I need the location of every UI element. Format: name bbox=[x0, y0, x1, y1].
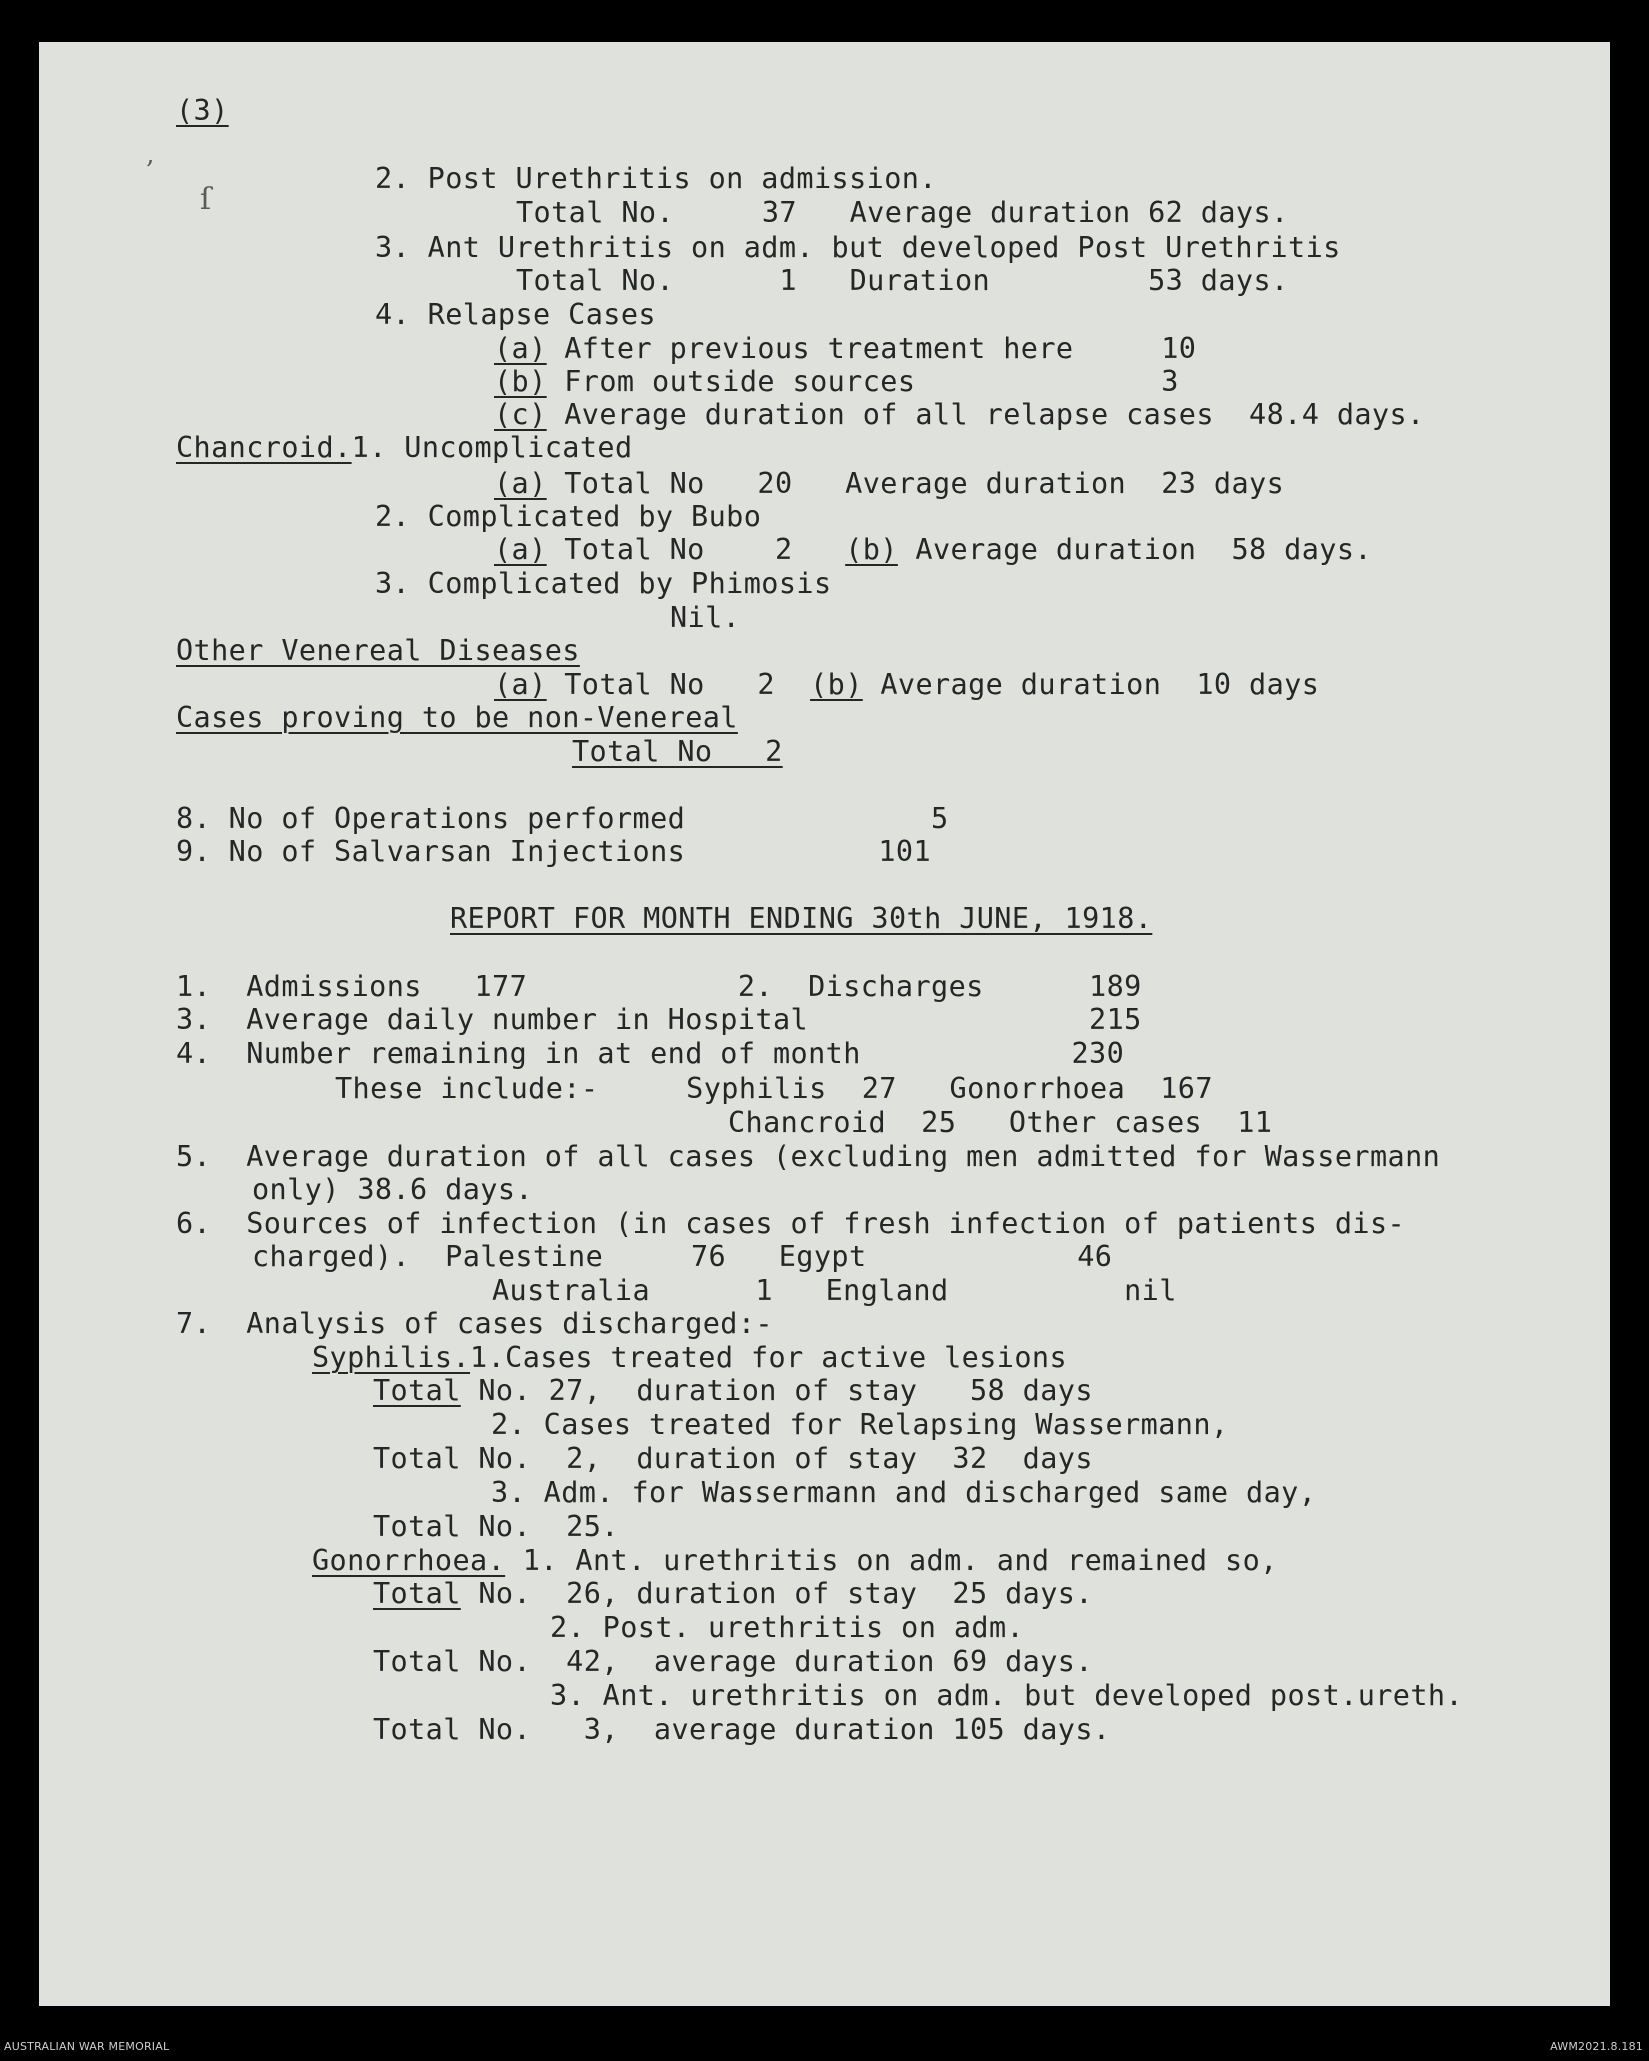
syphilis-2-total: Total No. 2, duration of stay 32 days bbox=[373, 1442, 1093, 1475]
syphilis-item-2: 2. Cases treated for Relapsing Wassermann, bbox=[491, 1408, 1229, 1441]
june-includes-1: These include:- Syphilis 27 Gonorrhoea 167 bbox=[335, 1072, 1213, 1105]
chancroid-item-3: 3. Complicated by Phimosis bbox=[375, 567, 832, 600]
ink-mark: ‚ bbox=[146, 140, 155, 170]
footer-institution: AUSTRALIAN WAR MEMORIAL bbox=[4, 2040, 170, 2053]
other-b-text: Average duration 10 days bbox=[862, 668, 1320, 701]
june-admissions-discharges: 1. Admissions 177 2. Discharges 189 bbox=[176, 970, 1142, 1003]
syphilis-item-1: 1.Cases treated for active lesions bbox=[470, 1341, 1068, 1374]
gonorrhoea-heading: Gonorrhoea. bbox=[312, 1544, 506, 1577]
non-venereal-heading: Cases proving to be non-Venereal bbox=[176, 701, 738, 734]
gonorrhoea-1-total bbox=[373, 1577, 1093, 1610]
june-includes-2: Chancroid 25 Other cases 11 bbox=[728, 1106, 1273, 1139]
june-remaining: 4. Number remaining in at end of month 230 bbox=[176, 1037, 1125, 1070]
relapse-c bbox=[494, 398, 1425, 431]
chancroid-2a-text: Total No 2 bbox=[546, 533, 846, 566]
operations-performed: 8. No of Operations performed 5 bbox=[176, 802, 949, 835]
june-average-duration-cont: only) 38.6 days. bbox=[252, 1173, 533, 1206]
other-venereal-heading: Other Venereal Diseases bbox=[176, 634, 580, 667]
june-analysis: 7. Analysis of cases discharged:- bbox=[176, 1307, 773, 1340]
page-number: (3) bbox=[176, 94, 229, 127]
june-report-title: REPORT FOR MONTH ENDING 30th JUNE, 1918. bbox=[450, 902, 1153, 935]
salvarsan-injections: 9. No of Salvarsan Injections 101 bbox=[176, 835, 932, 868]
item-2-total: Total No. 37 Average duration 62 days. bbox=[516, 196, 1289, 229]
chancroid-2a bbox=[494, 533, 1372, 566]
chancroid-3-nil: Nil. bbox=[670, 601, 741, 634]
relapse-a bbox=[494, 332, 1197, 365]
chancroid-1a bbox=[494, 467, 1285, 500]
june-sources-cont: charged). Palestine 76 Egypt 46 bbox=[252, 1240, 1113, 1273]
item-3-total: Total No. 1 Duration 53 days. bbox=[516, 264, 1289, 297]
gonorrhoea-item-2: 2. Post. urethritis on adm. bbox=[550, 1611, 1025, 1644]
june-sources: 6. Sources of infection (in cases of fresh infection of patients dis- bbox=[176, 1207, 1406, 1240]
chancroid-2b-text: Average duration 58 days. bbox=[897, 533, 1372, 566]
syphilis-3-total: Total No. 25. bbox=[373, 1510, 619, 1543]
gonorrhoea-1-total-text: No. 26, duration of stay 25 days. bbox=[460, 1577, 1093, 1610]
gonorrhoea-line bbox=[312, 1544, 1278, 1577]
other-a-label: (a) bbox=[494, 668, 547, 701]
other-b-label: (b) bbox=[810, 668, 863, 701]
gonorrhoea-2-total: Total No. 42, average duration 69 days. bbox=[373, 1645, 1093, 1678]
relapse-b-text: From outside sources 3 bbox=[546, 365, 1179, 398]
gonorrhoea-item-3: 3. Ant. urethritis on adm. but developed post.ureth. bbox=[550, 1679, 1464, 1712]
relapse-a-label: (a) bbox=[494, 332, 547, 365]
chancroid-1a-label: (a) bbox=[494, 467, 547, 500]
other-a-text: Total No 2 bbox=[546, 668, 811, 701]
chancroid-2b-label: (b) bbox=[845, 533, 898, 566]
gonorrhoea-item-1: 1. Ant. urethritis on adm. and remained so, bbox=[505, 1544, 1278, 1577]
syphilis-item-3: 3. Adm. for Wassermann and discharged same day, bbox=[491, 1476, 1317, 1509]
chancroid-item-1: 1. Uncomplicated bbox=[351, 431, 633, 464]
gonorrhoea-1-total-label: Total bbox=[373, 1577, 461, 1610]
item-4-relapse-cases: 4. Relapse Cases bbox=[375, 298, 656, 331]
non-venereal-total: Total No 2 bbox=[572, 735, 783, 768]
footer-accession-number: AWM2021.8.181 bbox=[1550, 2040, 1643, 2053]
item-2-post-urethritis: 2. Post Urethritis on admission. bbox=[375, 162, 937, 195]
syphilis-1-total-label: Total bbox=[373, 1374, 461, 1407]
relapse-b bbox=[494, 365, 1179, 398]
syphilis-1-total bbox=[373, 1374, 1093, 1407]
gonorrhoea-3-total: Total No. 3, average duration 105 days. bbox=[373, 1713, 1111, 1746]
june-average-daily: 3. Average daily number in Hospital 215 bbox=[176, 1003, 1142, 1036]
chancroid-1a-text: Total No 20 Average duration 23 days bbox=[546, 467, 1285, 500]
chancroid-2a-label: (a) bbox=[494, 533, 547, 566]
ink-mark: ſ bbox=[200, 182, 212, 217]
june-sources-cont-2: Australia 1 England nil bbox=[492, 1274, 1177, 1307]
relapse-c-label: (c) bbox=[494, 398, 547, 431]
june-average-duration: 5. Average duration of all cases (excluding men admitted for Wassermann bbox=[176, 1140, 1441, 1173]
chancroid-heading: Chancroid. bbox=[176, 431, 352, 464]
other-venereal-line bbox=[494, 668, 1320, 701]
chancroid-line bbox=[176, 431, 633, 464]
relapse-a-text: After previous treatment here 10 bbox=[546, 332, 1197, 365]
syphilis-1-total-text: No. 27, duration of stay 58 days bbox=[460, 1374, 1093, 1407]
syphilis-line bbox=[312, 1341, 1068, 1374]
relapse-c-text: Average duration of all relapse cases 48.4 days. bbox=[546, 398, 1425, 431]
chancroid-item-2: 2. Complicated by Bubo bbox=[375, 500, 762, 533]
item-3-ant-urethritis: 3. Ant Urethritis on adm. but developed Post Urethritis bbox=[375, 231, 1341, 264]
relapse-b-label: (b) bbox=[494, 365, 547, 398]
syphilis-heading: Syphilis. bbox=[312, 1341, 471, 1374]
